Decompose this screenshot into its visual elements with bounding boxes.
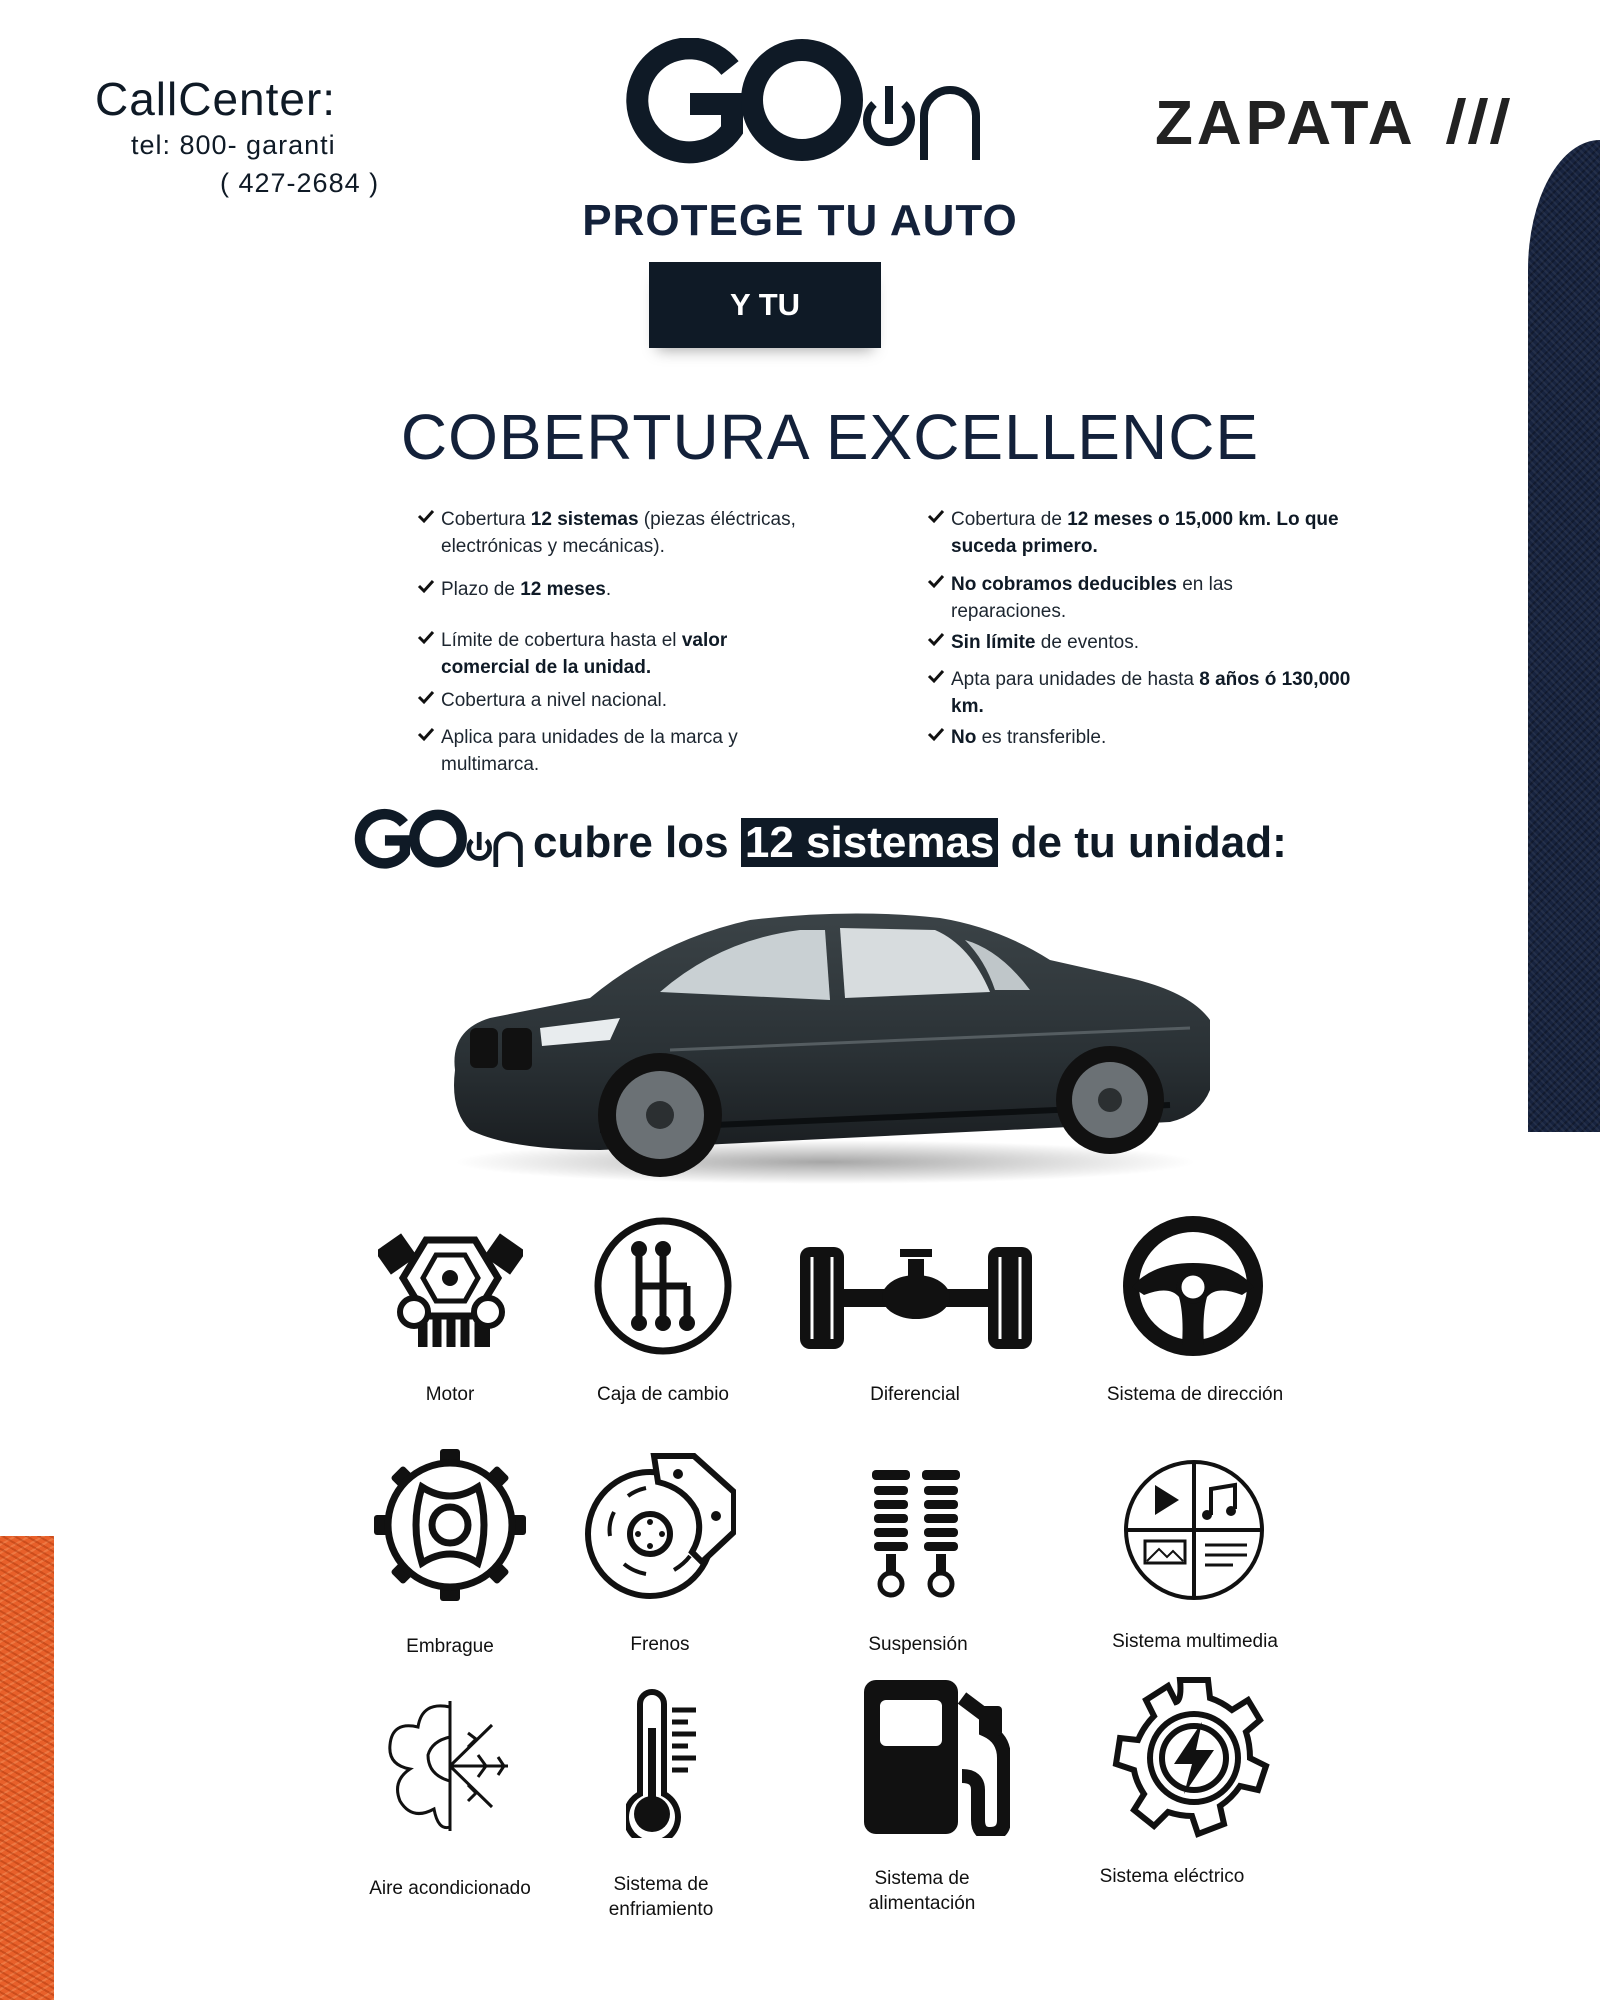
brand-slashes-icon	[1436, 96, 1516, 146]
system-label: Suspensión	[868, 1634, 968, 1655]
callcenter-tel: tel: 800- garanti	[131, 130, 336, 160]
callcenter-number: ( 427-2684 )	[220, 168, 380, 198]
coverage-item: No es transferible.	[927, 724, 1351, 751]
check-icon	[927, 631, 945, 647]
check-icon	[417, 689, 435, 705]
differential-icon	[798, 1245, 1034, 1351]
coverage-title: COBERTURA EXCELLENCE	[400, 401, 1260, 473]
goon-logo	[612, 38, 992, 168]
check-icon	[927, 668, 945, 684]
callcenter-title: CallCenter:	[95, 73, 337, 125]
coverage-item: Sin límite de eventos.	[927, 629, 1351, 656]
system-label: Sistema de enfriamiento	[608, 1874, 714, 1920]
check-icon	[927, 726, 945, 742]
system-label: Sistema multimedia	[1112, 1631, 1278, 1652]
headline-post: de tu unidad:	[1010, 818, 1287, 867]
system-label: Diferencial	[870, 1384, 960, 1405]
multimedia-icon	[1123, 1459, 1265, 1601]
check-icon	[417, 726, 435, 742]
check-icon	[417, 578, 435, 594]
air-conditioning-icon	[382, 1697, 518, 1835]
brake-disc-icon	[584, 1452, 736, 1602]
partner-brand: ZAPATA	[1155, 89, 1417, 158]
coverage-item: Cobertura a nivel nacional.	[417, 687, 841, 714]
coverage-item: No cobramos deducibles en las reparaciones.	[927, 571, 1291, 625]
navy-fabric-decoration	[1528, 140, 1600, 1132]
coverage-item: Aplica para unidades de la marca y multimarca.	[417, 724, 801, 778]
system-label: Embrague	[406, 1636, 494, 1657]
clutch-icon	[372, 1447, 528, 1603]
headline-highlight: 12 sistemas	[741, 818, 999, 867]
check-icon	[927, 508, 945, 524]
coverage-item: Límite de cobertura hasta el valor comercial de la unidad.	[417, 627, 821, 681]
system-label: Frenos	[630, 1634, 690, 1655]
electrical-gear-icon	[1110, 1674, 1278, 1842]
orange-fabric-decoration	[0, 1536, 54, 2000]
check-icon	[927, 573, 945, 589]
coverage-item: Plazo de 12 meses.	[417, 576, 841, 603]
gearbox-icon	[592, 1215, 734, 1357]
coverage-item: Apta para unidades de hasta 8 años ó 130,000 km.	[927, 666, 1351, 720]
check-icon	[417, 508, 435, 524]
system-label: Motor	[425, 1384, 475, 1405]
goon-logo-small	[348, 808, 528, 872]
fuel-pump-icon	[862, 1678, 1010, 1836]
engine-icon	[378, 1220, 523, 1350]
coverage-item: Cobertura de 12 meses o 15,000 km. Lo que suceda primero.	[927, 506, 1351, 560]
system-label: Sistema de alimentación	[868, 1868, 976, 1914]
system-label: Sistema eléctrico	[1099, 1866, 1245, 1887]
headline	[533, 818, 1287, 868]
car-image	[430, 900, 1220, 1190]
steering-wheel-icon	[1122, 1215, 1264, 1357]
check-icon	[417, 629, 435, 645]
system-label: Aire acondicionado	[369, 1878, 531, 1899]
coverage-item: Cobertura 12 sistemas (piezas éléctricas, electrónicas y mecánicas).	[417, 506, 841, 560]
tagline-box: Y TU ECONOMÍA	[649, 262, 881, 348]
system-label: Caja de cambio	[596, 1384, 730, 1405]
headline-pre: cubre los	[533, 818, 729, 867]
thermometer-icon	[626, 1688, 702, 1838]
system-label: Sistema de dirección	[1106, 1384, 1284, 1405]
suspension-icon	[868, 1468, 964, 1600]
tagline: PROTEGE TU AUTO	[582, 196, 1018, 245]
